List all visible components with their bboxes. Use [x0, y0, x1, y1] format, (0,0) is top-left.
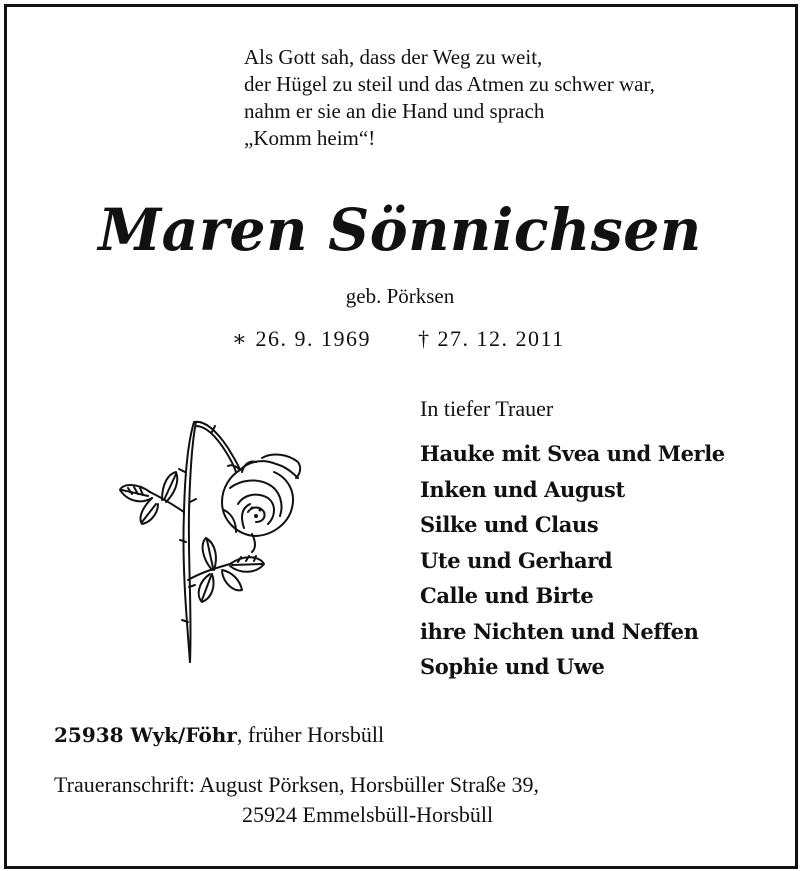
mourning-heading: In tiefer Trauer	[420, 396, 554, 421]
mourner-name: Inken und August	[420, 476, 625, 502]
residence	[54, 722, 384, 748]
mourner-name: Silke und Claus	[420, 512, 599, 537]
birth-date: ∗ 26. 9. 1969	[232, 326, 371, 351]
residence-city: 25938 Wyk/Föhr	[54, 723, 237, 747]
rose-icon	[112, 412, 308, 674]
mourner-name: ihre Nichten und Neffen	[420, 618, 699, 644]
mourner-name: Ute und Gerhard	[420, 547, 613, 573]
address-line-2: 25924 Emmelsbüll-Horsbüll	[242, 802, 494, 827]
poem-line: „Komm heim“!	[244, 126, 376, 150]
death-date: † 27. 12. 2011	[418, 326, 565, 351]
poem-line: Als Gott sah, dass der Weg zu weit,	[244, 45, 543, 69]
mourners-list	[420, 436, 725, 685]
deceased-name: Maren Sönnichsen	[98, 196, 702, 264]
poem	[244, 44, 655, 152]
mourning-address	[54, 770, 539, 830]
maiden-name: geb. Pörksen	[345, 284, 455, 308]
poem-line: der Hügel zu steil und das Atmen zu schwer war,	[244, 72, 655, 96]
mourner-name: Hauke mit Svea und Merle	[420, 441, 725, 466]
mourner-name: Sophie und Uwe	[420, 654, 605, 679]
mourner-name: Calle und Birte	[420, 583, 594, 608]
address-line-1: Traueranschrift: August Pörksen, Horsbüller Straße 39,	[54, 772, 539, 797]
residence-former: , früher Horsbüll	[236, 722, 385, 747]
poem-line: nahm er sie an die Hand und sprach	[244, 99, 545, 123]
